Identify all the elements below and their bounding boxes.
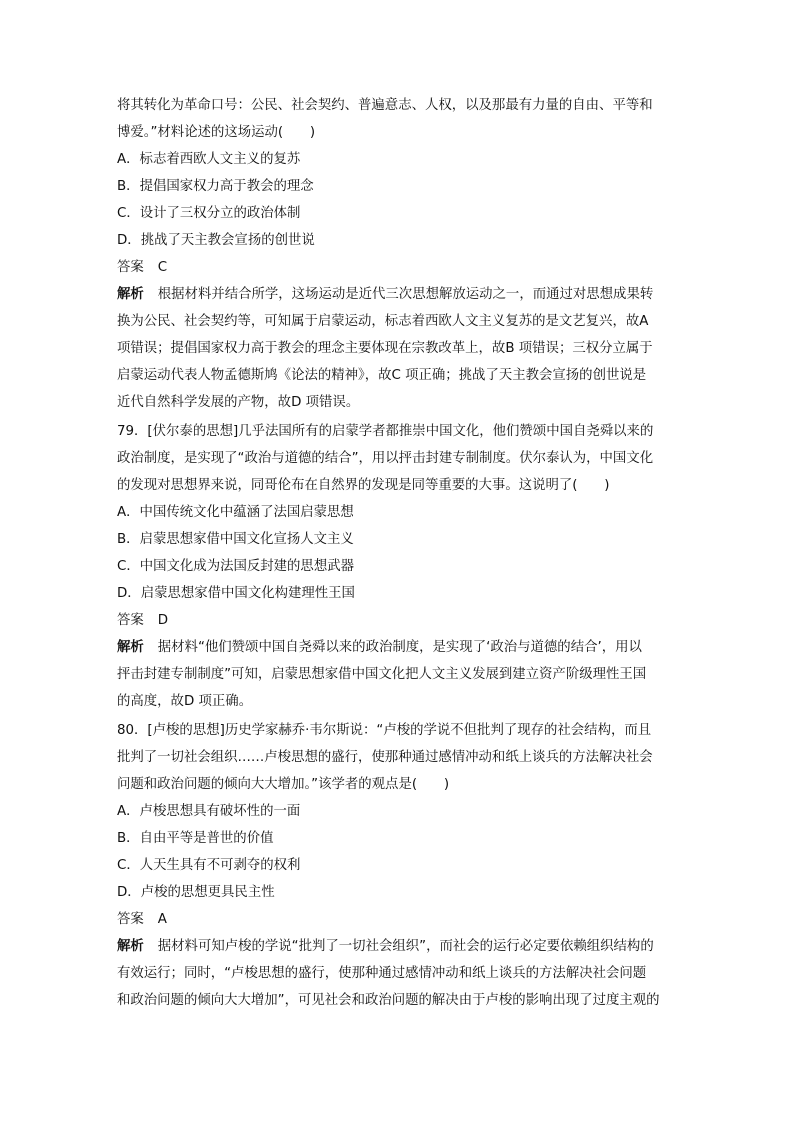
q80-option-d: D．卢梭的思想更具民主性 (117, 885, 275, 900)
q79-answer (117, 611, 168, 631)
analysis-label: 解析 (117, 939, 144, 954)
q79-stem-line: 政治制度，是实现了“政治与道德的结合”，用以抨击封建专制制度。伏尔泰认为，中国文化 (117, 451, 654, 466)
q78-analysis-line: 换为公民、社会契约等，可知属于启蒙运动，标志着西欧人文主义复苏的是文艺复兴，故A (117, 314, 649, 329)
q78-analysis-line: 项错误；提倡国家权力高于教会的理念主要体现在宗教改革上，故B 项错误；三权分立属于 (117, 341, 653, 356)
answer-label: 答案 (117, 260, 144, 275)
q79-stem-line: 79．[伏尔泰的思想]几乎法国所有的启蒙学者都推崇中国文化，他们赞颂中国自尧舜以来的 (117, 424, 654, 439)
q78-option-c: C．设计了三权分立的政治体制 (117, 206, 301, 221)
answer-value: A (157, 912, 167, 927)
q78-answer (117, 258, 167, 278)
q79-analysis-line: 抨击封建专制制度”可知，启蒙思想家借中国文化把人文主义发展到建立资产阶级理性王国 (117, 667, 647, 682)
q78-stem-line: 博爱。”材料论述的这场运动( ) (117, 125, 316, 140)
q80-option-b: B．自由平等是普世的价值 (117, 831, 274, 846)
answer-value: C (157, 260, 168, 275)
q78-analysis-line: 近代自然科学发展的产物，故D 项错误。 (117, 395, 360, 410)
analysis-label: 解析 (117, 640, 144, 655)
q78-stem-line: 将其转化为革命口号：公民、社会契约、普遍意志、人权，以及那最有力量的自由、平等和 (117, 98, 653, 113)
answer-label: 答案 (117, 613, 144, 628)
q80-analysis-line: 有效运行；同时，“卢梭思想的盛行，使那种通过感情冲动和纸上谈兵的方法解决社会问题 (117, 966, 647, 981)
q79-analysis-line: 的高度，故D 项正确。 (117, 694, 253, 709)
q80-option-a: A．卢梭思想具有破坏性的一面 (117, 804, 301, 819)
q78-option-a: A．标志着西欧人文主义的复苏 (117, 152, 301, 167)
q80-analysis-line: 和政治问题的倾向大大增加”，可见社会和政治问题的解决由于卢梭的影响出现了过度主观的 (117, 993, 660, 1008)
answer-value: D (157, 613, 169, 628)
q80-analysis-line: 解析 据材料可知卢梭的学说“批判了一切社会组织”，而社会的运行必定要依赖组织结构的 (117, 939, 654, 954)
answer-label: 答案 (117, 912, 144, 927)
q78-option-b: B．提倡国家权力高于教会的理念 (117, 179, 314, 194)
q79-option-c: C．中国文化成为法国反封建的思想武器 (117, 559, 354, 574)
q78-analysis-line: 解析 根据材料并结合所学，这场运动是近代三次思想解放运动之一，而通过对思想成果转 (117, 287, 654, 302)
q80-stem-line: 批判了一切社会组织……卢梭思想的盛行，使那种通过感情冲动和纸上谈兵的方法解决社会 (117, 750, 653, 765)
q80-option-c: C．人天生具有不可剥夺的权利 (117, 858, 301, 873)
q79-option-d: D．启蒙思想家借中国文化构建理性王国 (117, 586, 355, 601)
q79-stem-line: 的发现对思想界来说，同哥伦布在自然界的发现是同等重要的大事。这说明了( ) (117, 478, 610, 493)
q78-option-d: D．挑战了天主教会宣扬的创世说 (117, 233, 315, 248)
q79-analysis-line: 解析 据材料“他们赞颂中国自尧舜以来的政治制度，是实现了‘政治与道德的结合’，用以 (117, 640, 642, 655)
q80-answer (117, 910, 167, 930)
q78-analysis-line: 启蒙运动代表人物孟德斯鸠《论法的精神》，故C 项正确；挑战了天主教会宣扬的创世说是 (117, 368, 647, 383)
analysis-label: 解析 (117, 287, 144, 302)
q79-option-b: B．启蒙思想家借中国文化宣扬人文主义 (117, 532, 354, 547)
q80-stem-line: 80．[卢梭的思想]历史学家赫乔·韦尔斯说：“卢梭的学说不但批判了现存的社会结构，而且 (117, 723, 652, 738)
q80-stem-line: 问题和政治问题的倾向大大增加。”该学者的观点是( ) (117, 777, 450, 792)
q79-option-a: A．中国传统文化中蕴涵了法国启蒙思想 (117, 505, 354, 520)
